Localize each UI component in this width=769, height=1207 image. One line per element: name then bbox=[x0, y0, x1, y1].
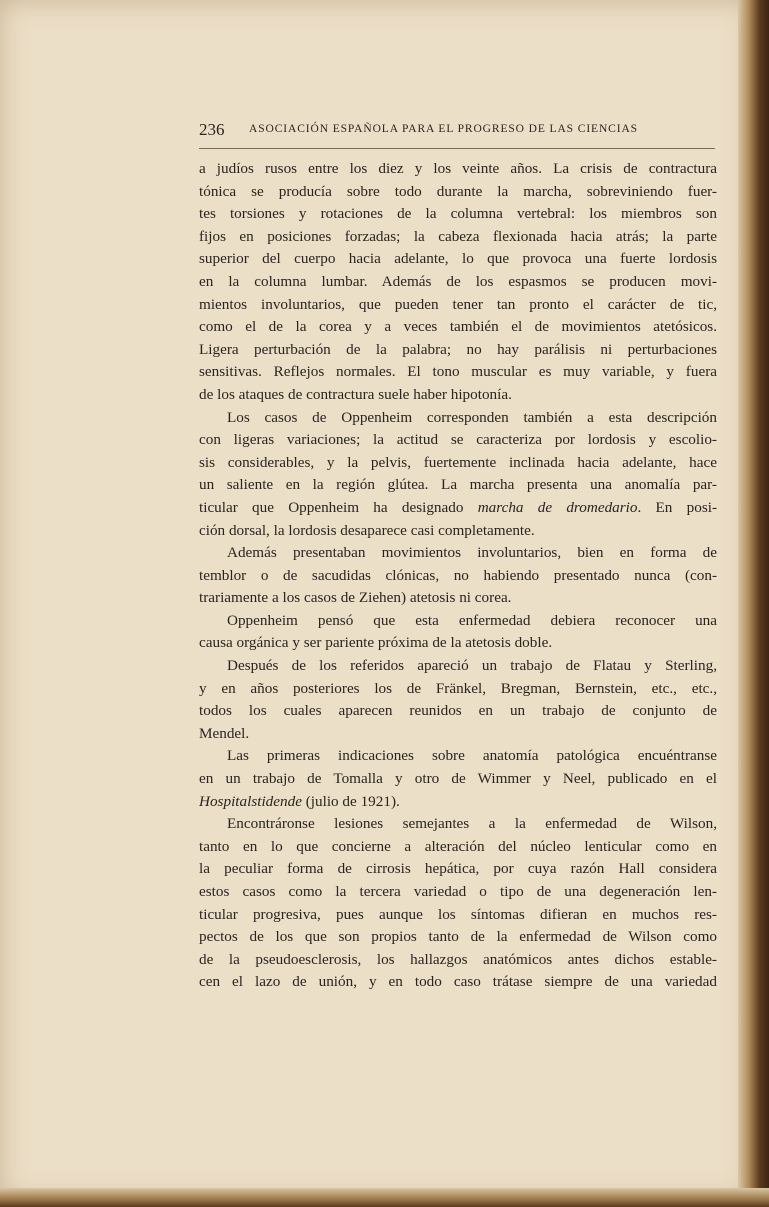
text-line: fijos en posiciones forzadas; la cabeza flexionada hacia atrás; la parte bbox=[199, 227, 717, 245]
page-bottom-edge bbox=[0, 1188, 769, 1207]
text-line: temblor o de sacudidas clónicas, no habiendo presentado nunca (con- bbox=[199, 566, 717, 584]
text-line: todos los cuales aparecen reunidos en un trabajo de conjunto de bbox=[199, 702, 717, 720]
text-line: mientos involuntarios, que pueden tener tan pronto el carácter de tic, bbox=[199, 295, 717, 313]
text-line: en la columna lumbar. Además de los espasmos se producen movi- bbox=[199, 272, 717, 290]
italic-term: marcha de dromedario bbox=[477, 498, 638, 516]
text-line: como el de la corea y a veces también el de movimientos atetósicos. bbox=[199, 318, 717, 336]
text-line: pectos de los que son propios tanto de la enfermedad de Wilson como bbox=[199, 928, 717, 946]
body-text bbox=[199, 158, 717, 994]
text-line: tes torsiones y rotaciones de la columna vertebral: los miembros son bbox=[199, 205, 717, 223]
book-spine bbox=[738, 0, 769, 1207]
text-line: Además presentaban movimientos involuntarios, bien en forma de bbox=[227, 544, 717, 562]
text-line: causa orgánica y ser pariente próxima de la atetosis doble. bbox=[199, 634, 553, 652]
text-line: cen el lazo de unión, y en todo caso trátase siempre de una variedad bbox=[199, 973, 717, 991]
text-segment: (julio de 1921). bbox=[301, 792, 400, 810]
page-header bbox=[199, 120, 715, 149]
text-line: ción dorsal, la lordosis desaparece casi completamente. bbox=[199, 521, 535, 539]
text-line: Las primeras indicaciones sobre anatomía patológica encuéntranse bbox=[227, 747, 717, 765]
text-line: tónica se producía sobre todo durante la marcha, sobreviniendo fuer- bbox=[199, 182, 717, 200]
page-number: 236 bbox=[199, 120, 225, 139]
text-line: de la pseudoesclerosis, los hallazgos anatómicos antes dichos estable- bbox=[199, 950, 717, 968]
text-line bbox=[199, 791, 717, 814]
text-segment: . En posi- bbox=[637, 498, 717, 516]
text-line: estos casos como la tercera variedad o tipo de una degeneración len- bbox=[199, 883, 717, 900]
text-line: un saliente en la región glútea. La marcha presenta una anomalía par- bbox=[199, 476, 717, 494]
text-line: con ligeras variaciones; la actitud se caracteriza por lordosis y escolio- bbox=[199, 431, 717, 449]
text-line: a judíos rusos entre los diez y los veinte años. La crisis de contractura bbox=[199, 160, 717, 177]
italic-title: Hospitalstidende bbox=[199, 792, 302, 810]
text-line: Los casos de Oppenheim corresponden también a esta descripción bbox=[227, 408, 717, 426]
text-line: y en años posteriores los de Fränkel, Bregman, Bernstein, etc., etc., bbox=[199, 679, 717, 697]
text-line: Mendel. bbox=[199, 724, 250, 742]
text-line: Después de los referidos apareció un trabajo de Flatau y Sterling, bbox=[227, 657, 717, 675]
text-line: Encontráronse lesiones semejantes a la enfermedad de Wilson, bbox=[227, 815, 717, 833]
text-line bbox=[199, 497, 717, 520]
text-line: Oppenheim pensó que esta enfermedad debiera reconocer una bbox=[227, 611, 717, 629]
text-line: sis considerables, y la pelvis, fuertemente inclinada hacia adelante, hace bbox=[199, 453, 717, 471]
text-line: en un trabajo de Tomalla y otro de Wimmer y Neel, publicado en el bbox=[199, 770, 717, 788]
text-line: trariamente a los casos de Ziehen) atetosis ni corea. bbox=[199, 589, 512, 607]
running-title: ASOCIACIÓN ESPAÑOLA PARA EL PROGRESO DE LAS CIENCIAS bbox=[249, 123, 638, 135]
text-line: Ligera perturbación de la palabra; no hay parálisis ni perturbaciones bbox=[199, 340, 717, 358]
text-segment: ticular que Oppenheim ha designado bbox=[199, 498, 478, 516]
text-line: ticular progresiva, pues aunque los síntomas difieran en muchos res- bbox=[199, 905, 717, 923]
text-line: sensitivas. Reflejos normales. El tono muscular es muy variable, y fuera bbox=[199, 363, 717, 381]
text-line: superior del cuerpo hacia adelante, lo que provoca una fuerte lordosis bbox=[199, 250, 717, 268]
text-line: de los ataques de contractura suele haber hipotonía. bbox=[199, 385, 512, 403]
text-line: la peculiar forma de cirrosis hepática, por cuya razón Hall considera bbox=[199, 860, 717, 878]
text-line: tanto en lo que concierne a alteración del núcleo lenticular como en bbox=[199, 837, 717, 855]
